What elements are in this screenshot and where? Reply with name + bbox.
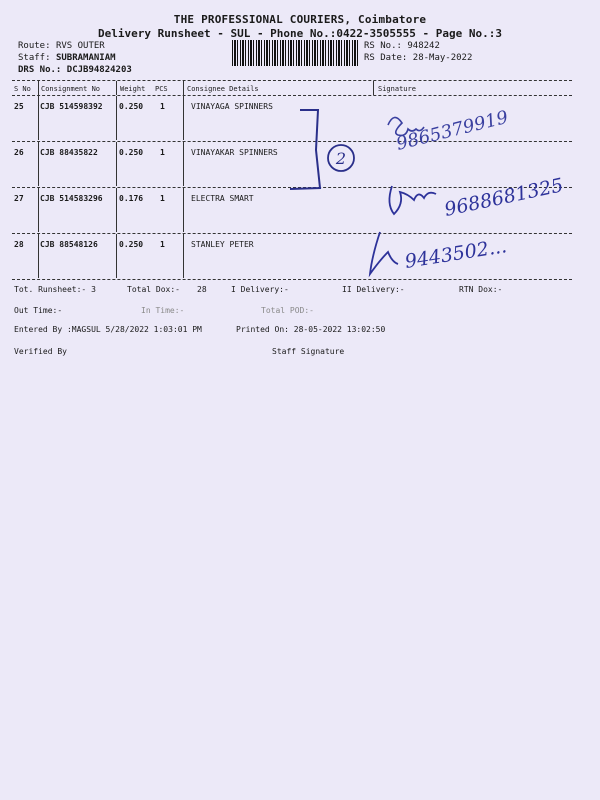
col-divider [183, 188, 184, 232]
table-header-rule [12, 95, 572, 96]
signature-3 [370, 232, 398, 274]
rs-no-value: 948242 [407, 41, 440, 51]
phone-handwritten-3: 9443502... [403, 235, 509, 273]
company-title: THE PROFESSIONAL COURIERS, Coimbatore [173, 13, 427, 26]
table-row-consignment: CJB 514598392 [40, 102, 103, 111]
circle-mark [328, 145, 354, 171]
table-row-weight: 0.250 [119, 102, 144, 111]
col-divider [116, 142, 117, 186]
ii-delivery: II Delivery:- [342, 285, 405, 294]
table-row-weight: 0.250 [119, 148, 144, 157]
col-divider [183, 96, 184, 140]
rs-no-field [364, 41, 440, 51]
row-rule [12, 141, 572, 142]
table-row-consignee: STANLEY PETER [191, 240, 254, 249]
col-divider [183, 142, 184, 186]
entered-by: Entered By :MAGSUL 5/28/2022 1:03:01 PM [14, 325, 202, 334]
drs-field [18, 65, 132, 75]
col-divider [116, 188, 117, 232]
col-header-sno: S No [14, 85, 31, 93]
table-row-pcs: 1 [160, 240, 165, 249]
rs-date-field [364, 53, 472, 63]
col-divider [373, 81, 374, 95]
col-divider [116, 96, 117, 140]
total-dox-label: Total Dox:- [127, 285, 180, 294]
table-row-sno: 28 [14, 240, 24, 249]
signature-1 [388, 117, 424, 135]
staff-signature: Staff Signature [272, 347, 345, 356]
rs-no-label: RS No.: [364, 41, 402, 51]
table-row-consignment: CJB 88435822 [40, 148, 98, 157]
table-row-sno: 26 [14, 148, 24, 157]
table-row-sno: 25 [14, 102, 24, 111]
staff-field [18, 53, 116, 63]
barcode [232, 40, 358, 66]
rtn-dox: RTN Dox:- [459, 285, 503, 294]
runsheet-title: Delivery Runsheet - SUL - Phone No.:0422-3505555 - Page No.:3 [98, 27, 502, 40]
total-dox-value: 28 [197, 285, 207, 294]
bracket-mark [290, 110, 320, 189]
total-pod: Total POD:- [261, 306, 314, 315]
col-divider [38, 96, 39, 140]
row-rule [12, 233, 572, 234]
table-row-pcs: 1 [160, 148, 165, 157]
row-rule [12, 187, 572, 188]
table-row-consignee: VINAYAKAR SPINNERS [191, 148, 278, 157]
col-divider [38, 81, 39, 95]
out-time: Out Time:- [14, 306, 63, 315]
phone-handwritten-1: 9865379919 [394, 106, 511, 155]
col-divider [183, 234, 184, 278]
table-row-weight: 0.176 [119, 194, 144, 203]
table-top-rule [12, 80, 572, 81]
printed-on: Printed On: 28-05-2022 13:02:50 [236, 325, 386, 334]
route-field [18, 41, 105, 51]
in-time: In Time:- [141, 306, 185, 315]
table-row-pcs: 1 [160, 194, 165, 203]
drs-value: DCJB94824203 [66, 65, 132, 75]
table-row-consignee: VINAYAGA SPINNERS [191, 102, 273, 111]
table-row-consignment: CJB 88548126 [40, 240, 98, 249]
col-header-consignment: Consignment No [41, 85, 101, 93]
staff-label: Staff: [18, 53, 51, 63]
table-row-sno: 27 [14, 194, 24, 203]
col-header-pcs: PCS [155, 85, 168, 93]
col-divider [38, 142, 39, 186]
drs-label: DRS No.: [18, 65, 62, 75]
i-delivery: I Delivery:- [231, 285, 289, 294]
signature-2 [389, 186, 436, 214]
tot-runsheet: Tot. Runsheet:- 3 [14, 285, 96, 294]
route-value: RVS OUTER [55, 41, 105, 51]
rs-date-value: 28-May-2022 [412, 53, 473, 63]
table-row-weight: 0.250 [119, 240, 144, 249]
staff-value: SUBRAMANIAM [55, 53, 116, 63]
col-divider [38, 188, 39, 232]
verified-by: Verified By [14, 347, 67, 356]
rs-date-label: RS Date: [364, 53, 408, 63]
table-row-pcs: 1 [160, 102, 165, 111]
phone-handwritten-2: 9688681325 [442, 174, 566, 221]
circle-number: 2 [335, 149, 347, 168]
col-header-consignee: Consignee Details [187, 85, 259, 93]
col-divider [38, 234, 39, 278]
table-row-consignee: ELECTRA SMART [191, 194, 254, 203]
col-divider [183, 81, 184, 95]
col-header-signature: Signature [378, 85, 416, 93]
col-divider [116, 234, 117, 278]
table-bottom-rule [12, 279, 572, 280]
route-label: Route: [18, 41, 51, 51]
table-row-consignment: CJB 514583296 [40, 194, 103, 203]
col-header-weight: Weight [120, 85, 146, 93]
col-divider [116, 81, 117, 95]
